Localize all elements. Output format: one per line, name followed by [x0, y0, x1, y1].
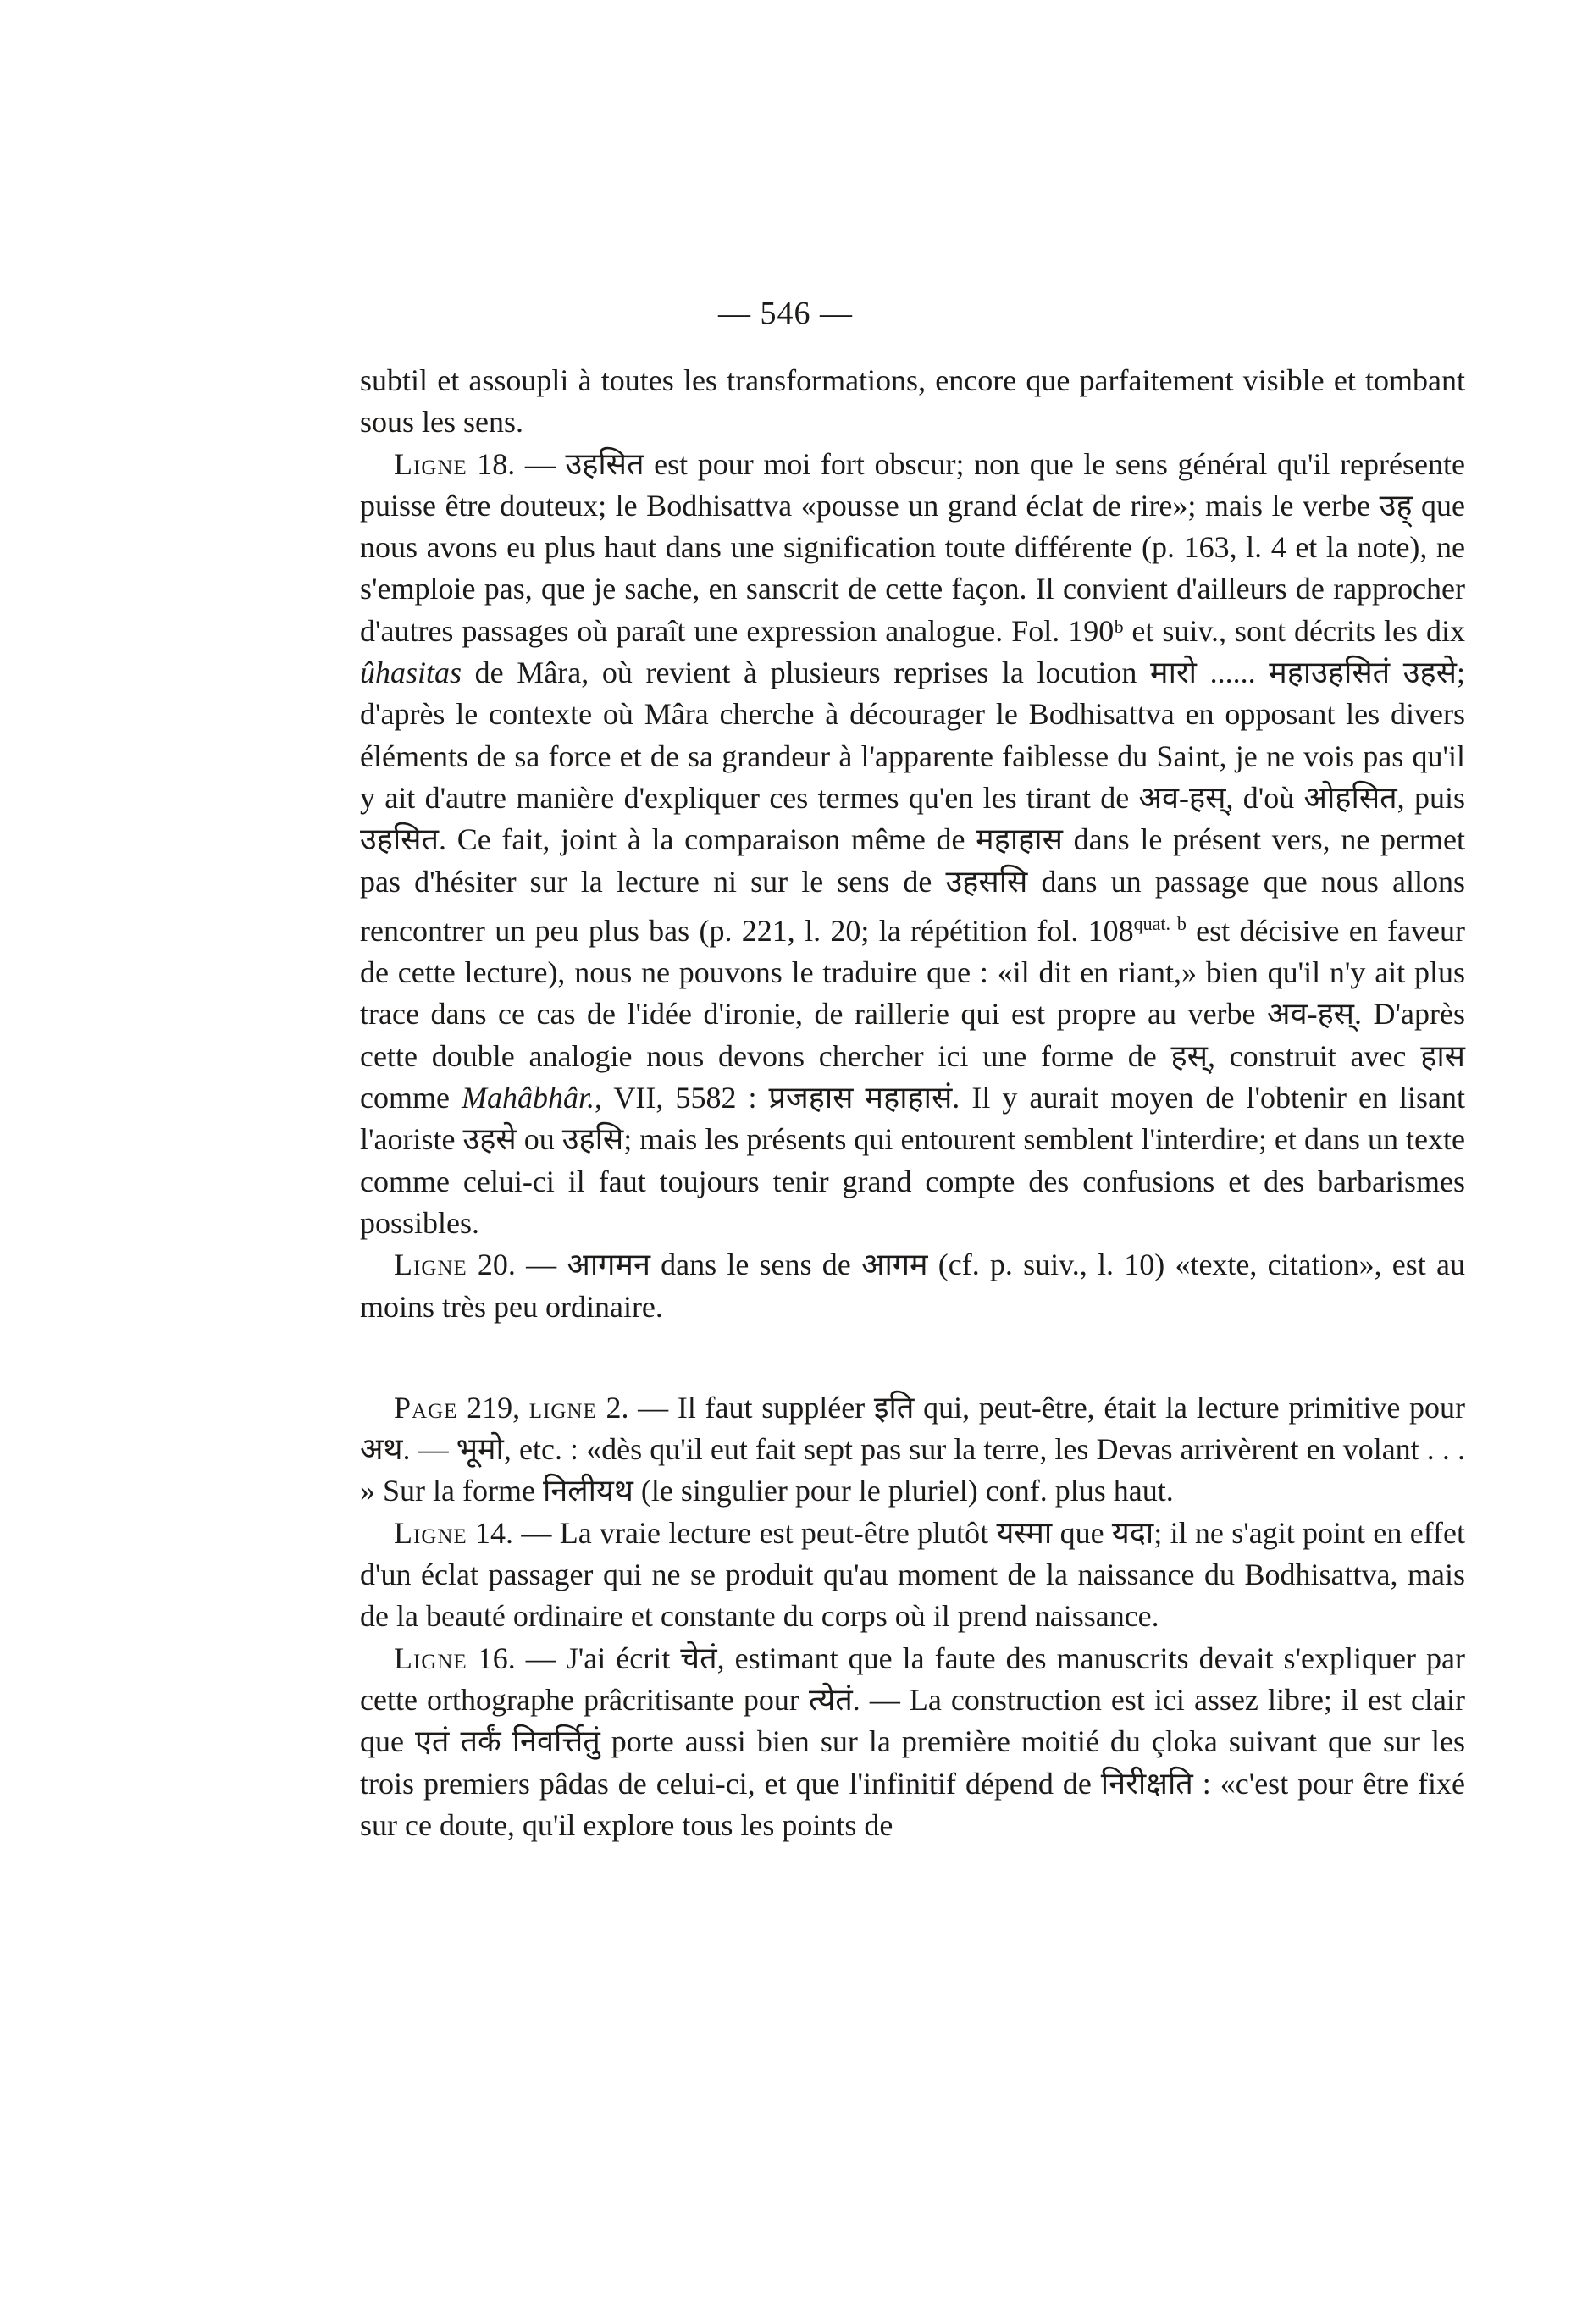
text-segment: 2. — Il faut suppléer इति qui, peut-être, était la lecture primitive pour अथ. — भूमो, etc. : «dès qu'il eut fait sept pas sur la terre, les Devas arrivèrent en volant . . . » Sur la forme निलीयथ (le singulier pour le pluriel) conf. plus haut.: [360, 1390, 1465, 1508]
text-segment: est décisive en faveur de cette lecture), nous ne pouvons le traduire que : «il dit en riant,» bien qu'il n'y ait plus trace dans ce cas de l'idée d'ironie, de raillerie qui est propre au verbe अव-हस्. D'après cette double analogie nous devons chercher ici une forme de हस्, construit avec हास comme: [360, 913, 1465, 1115]
body-text: [360, 360, 1465, 1846]
text-segment: 219,: [457, 1390, 529, 1425]
paragraph-p3: [360, 1244, 1465, 1328]
paragraph-p6: [360, 1638, 1465, 1846]
text-segment: Ligne: [394, 1248, 467, 1282]
paragraph-p1: [360, 360, 1465, 444]
text-segment: Ligne: [394, 1515, 467, 1550]
paragraph-p4: [360, 1387, 1465, 1513]
text-segment: 20. — आगमन dans le sens de आगम (cf. p. suiv., l. 10) «texte, citation», est au moins très peu ordinaire.: [360, 1248, 1465, 1324]
text-segment: Ligne: [394, 1641, 467, 1675]
text-segment: 18. — उहसित est pour moi fort obscur; non que le sens général qu'il représente puisse être douteux; le Bodhisattva «pousse un grand éclat de rire»; mais le verbe उह् que nous avons eu plus haut dans une signification toute différente (p. 163, l. 4 et la note), ne s'emploie pas, que je sache, en sanscrit de cette façon. Il convient d'ailleurs de rapprocher d'autres passages où paraît une expression analogue. Fol. 190ᵇ et suiv., sont décrits les dix: [360, 446, 1465, 648]
text-segment: ûhasitas: [360, 656, 462, 690]
text-segment: , VII, 5582 : प्रजहास महाहासं. Il y aurait moyen de l'obtenir en lisant l'aoriste उहसे ou उहसि; mais les présents qui entourent semblent l'interdire; et dans un texte comme celui-ci il faut toujours tenir grand compte des confusions et des barbarismes possibles.: [360, 1081, 1465, 1240]
page-number: — 546 —: [718, 296, 853, 331]
text-segment: 14. — La vraie lecture est peut-être plutôt यस्मा que यदा; il ne s'agit point en effet d'un éclat passager qui ne se produit qu'au moment de la naissance du Bodhisattva, mais de la beauté ordinaire et constante du corps où il prend naissance.: [360, 1515, 1465, 1634]
text-segment: ligne: [528, 1390, 597, 1425]
text-segment: Mahâbhâr.: [462, 1081, 595, 1115]
text-segment: subtil et assoupli à toutes les transformations, encore que parfaitement visible et tombant sous les sens.: [360, 363, 1465, 440]
text-segment: 16. — J'ai écrit चेतं, estimant que la faute des manuscrits devait s'expliquer par cette orthographe prâcritisante pour त्येतं. — La construction est ici assez libre; il est clair que एतं तर्कं निवर्त्तितुं porte aussi bien sur la première moitié du çloka suivant que sur les trois premiers pâdas de celui-ci, et que l'infinitif dépend de निरीक्षति : «c'est pour être fixé sur ce doute, qu'il explore tous les points de: [360, 1641, 1465, 1842]
paragraph-p2: [360, 444, 1465, 1245]
text-segment: de Mâra, où revient à plusieurs reprises la locution मारो ...... महाउहसितं उहसे; d'après le contexte où Mâra cherche à décourager le Bodhisattva en opposant les divers éléments de sa force et de sa grandeur à l'apparente faiblesse du Saint, je ne vois pas qu'il y ait d'autre manière d'expliquer ces termes qu'en les tirant de अव-हस्, d'où ओहसित, puis उहसित. Ce fait, joint à la comparaison même de महाहास dans le présent vers, ne permet pas d'hésiter sur la lecture ni sur le sens de उहससि dans un passage que nous allons rencontrer un peu plus bas (p. 221, l. 20; la répétition fol. 108: [360, 656, 1465, 948]
paragraph-p5: [360, 1513, 1465, 1638]
text-segment: Page: [394, 1390, 458, 1425]
section-gap: [360, 1328, 1465, 1387]
text-segment: Ligne: [394, 446, 467, 481]
text-segment: quat. b: [1133, 912, 1187, 934]
